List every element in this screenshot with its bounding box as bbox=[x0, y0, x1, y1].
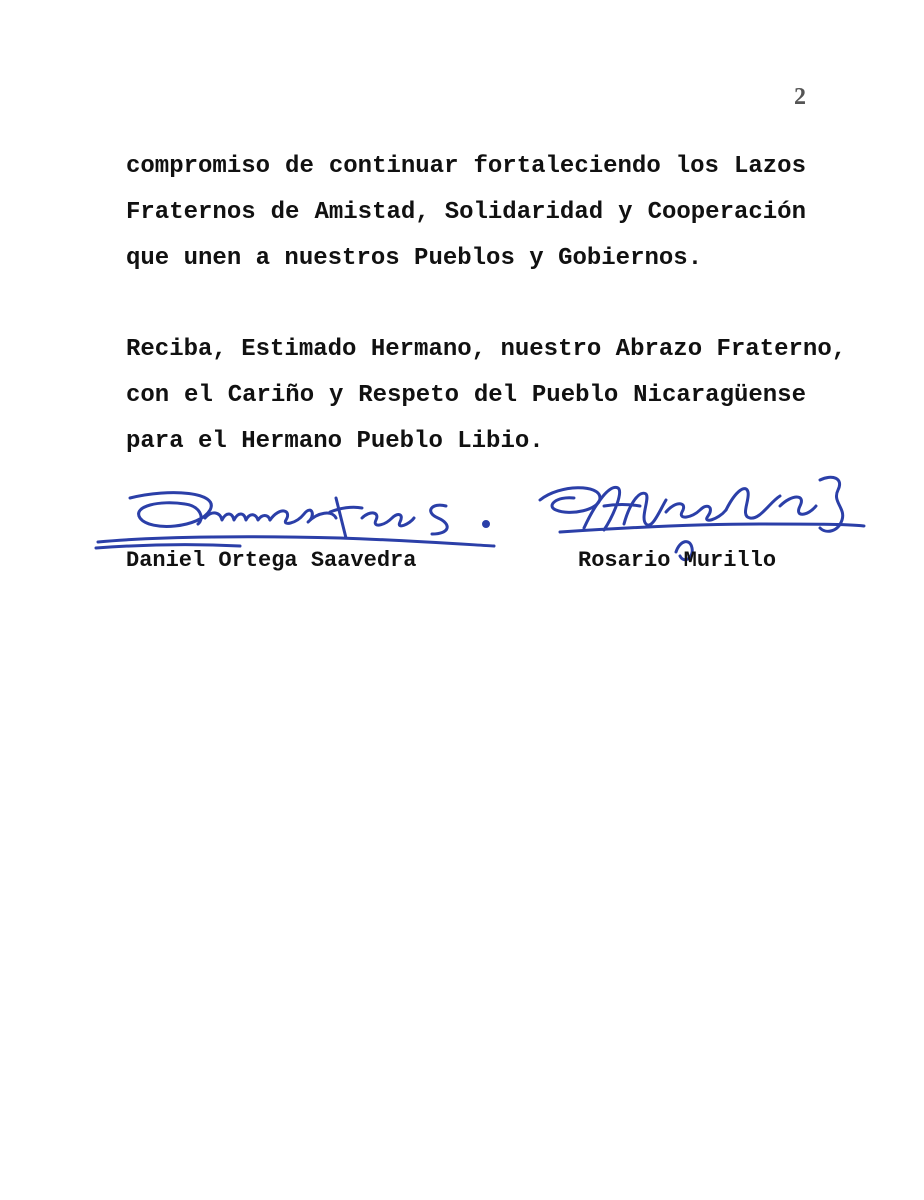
paragraph-line: Reciba, Estimado Hermano, nuestro Abrazo Fraterno, bbox=[126, 336, 847, 363]
paragraph-commitment bbox=[126, 144, 806, 282]
paragraph-line: Fraternos de Amistad, Solidaridad y Cooperación bbox=[126, 199, 806, 226]
signature-drawings bbox=[0, 440, 924, 610]
paragraph-line: para el Hermano Pueblo Libio. bbox=[126, 428, 544, 455]
signer-name-daniel-ortega: Daniel Ortega Saavedra bbox=[126, 548, 417, 573]
page-number: 2 bbox=[794, 84, 806, 110]
signer-name-rosario-murillo: Rosario Murillo bbox=[578, 548, 777, 573]
paragraph-line: con el Cariño y Respeto del Pueblo Nicaragüense bbox=[126, 382, 806, 409]
paragraph-line: que unen a nuestros Pueblos y Gobiernos. bbox=[126, 245, 703, 272]
signature-block bbox=[0, 440, 924, 610]
paragraph-line: compromiso de continuar fortaleciendo los Lazos bbox=[126, 153, 806, 180]
signature-daniel-ortega bbox=[96, 493, 494, 548]
